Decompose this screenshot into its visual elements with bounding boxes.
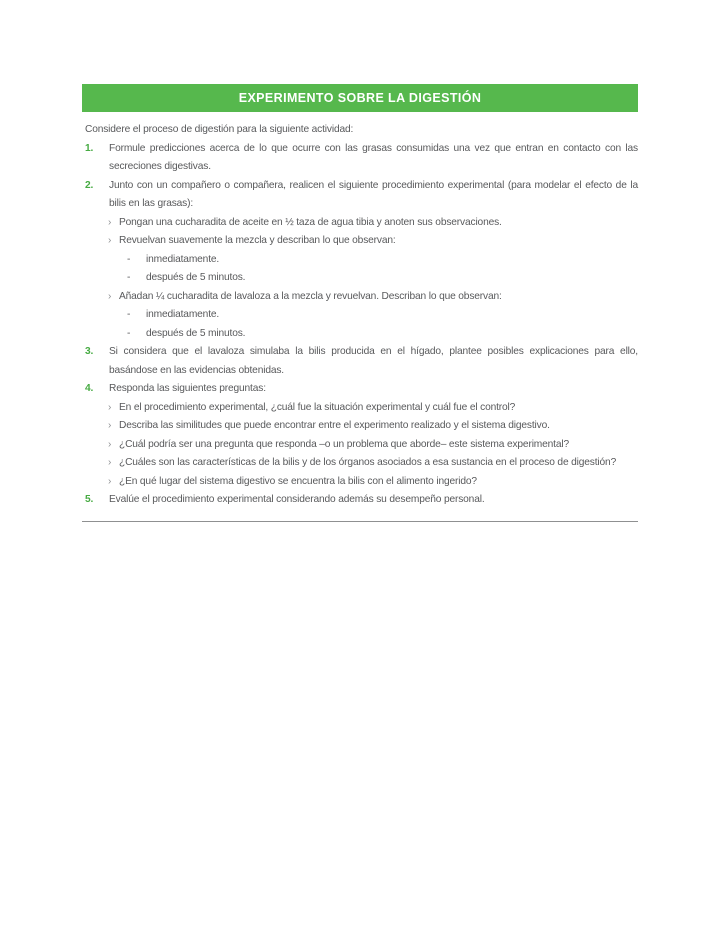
bullet-row: [109, 214, 638, 233]
angle-bullet-icon: ›: [108, 401, 112, 413]
dash-sub-text: inmediatamente.: [146, 309, 220, 320]
dash-bullet-icon: -: [127, 309, 131, 320]
item-number: 5.: [85, 494, 94, 505]
item-text: Si considera que el lavaloza simulaba la bilis producida en el hígado, plantee posibles explicaciones para ello, basándose en las evidencias obtenidas.: [109, 346, 638, 376]
bullet-row: [109, 454, 638, 473]
item-text: Evalúe el procedimiento experimental considerando además su desempeño personal.: [109, 494, 485, 505]
bullet-row: [109, 232, 638, 251]
list-item-3: [82, 343, 638, 380]
dash-bullet-icon: -: [127, 272, 131, 283]
list-item-2: [82, 177, 638, 344]
bottom-divider: [82, 521, 638, 522]
bullet-row: [109, 417, 638, 436]
list-item-4: [82, 380, 638, 491]
worksheet-page: [82, 84, 638, 522]
list-item-5: [82, 491, 638, 510]
intro-text: Considere el proceso de digestión para la siguiente actividad:: [85, 124, 354, 135]
dash-sub-row: [127, 251, 638, 270]
bullet-text: Añadan ¼ cucharadita de lavaloza a la mezcla y revuelvan. Describan lo que observan:: [119, 290, 502, 302]
dash-sub-text: después de 5 minutos.: [146, 272, 246, 283]
item-number: 2.: [85, 179, 94, 191]
angle-bullet-icon: ›: [108, 420, 112, 431]
section-title-bar: [82, 84, 638, 112]
dash-sub-row: [127, 269, 638, 288]
dash-sub-row: [127, 325, 638, 344]
item-number: 4.: [85, 383, 94, 394]
bullet-row: [109, 288, 638, 307]
bullet-text: Describa las similitudes que puede encontrar entre el experimento realizado y el sistema digestivo.: [119, 420, 550, 431]
angle-bullet-icon: ›: [108, 475, 112, 487]
bullet-text: Pongan una cucharadita de aceite en ½ taza de agua tibia y anoten sus observaciones.: [119, 216, 502, 228]
bullet-text: En el procedimiento experimental, ¿cuál fue la situación experimental y cuál fue el control?: [119, 401, 516, 413]
list-item-1: [82, 140, 638, 177]
bullet-text: ¿En qué lugar del sistema digestivo se encuentra la bilis con el alimento ingerido?: [119, 475, 477, 487]
angle-bullet-icon: ›: [108, 290, 112, 302]
bullet-row: [109, 436, 638, 455]
dash-sub-text: después de 5 minutos.: [146, 327, 246, 339]
angle-bullet-icon: ›: [108, 235, 112, 246]
dash-sub-row: [127, 306, 638, 325]
angle-bullet-icon: ›: [108, 216, 112, 228]
bullet-text: Revuelvan suavemente la mezcla y describan lo que observan:: [119, 235, 396, 246]
dash-bullet-icon: -: [127, 327, 131, 339]
section-title: EXPERIMENTO SOBRE LA DIGESTIÓN: [238, 90, 482, 105]
bullet-row: [109, 473, 638, 492]
item-text: Formule predicciones acerca de lo que ocurre con las grasas consumidas una vez que entran en contacto con las secreciones digestivas.: [109, 142, 638, 172]
dash-bullet-icon: -: [127, 253, 131, 265]
item-text: Junto con un compañero o compañera, realicen el siguiente procedimiento experimental (para modelar el efecto de la bilis en las grasas):: [109, 179, 638, 209]
item-text: Responda las siguientes preguntas:: [109, 383, 266, 394]
dash-sub-text: inmediatamente.: [146, 253, 220, 265]
bullet-row: [109, 399, 638, 418]
bullet-text: ¿Cuáles son las características de la bilis y de los órganos asociados a esa sustancia en el proceso de digestión?: [119, 457, 617, 468]
bullet-text: ¿Cuál podría ser una pregunta que responda –o un problema que aborde– este sistema experimental?: [119, 438, 569, 450]
item-number: 3.: [85, 346, 94, 357]
angle-bullet-icon: ›: [108, 438, 112, 450]
angle-bullet-icon: ›: [108, 457, 112, 468]
item-number: 1.: [85, 142, 94, 154]
